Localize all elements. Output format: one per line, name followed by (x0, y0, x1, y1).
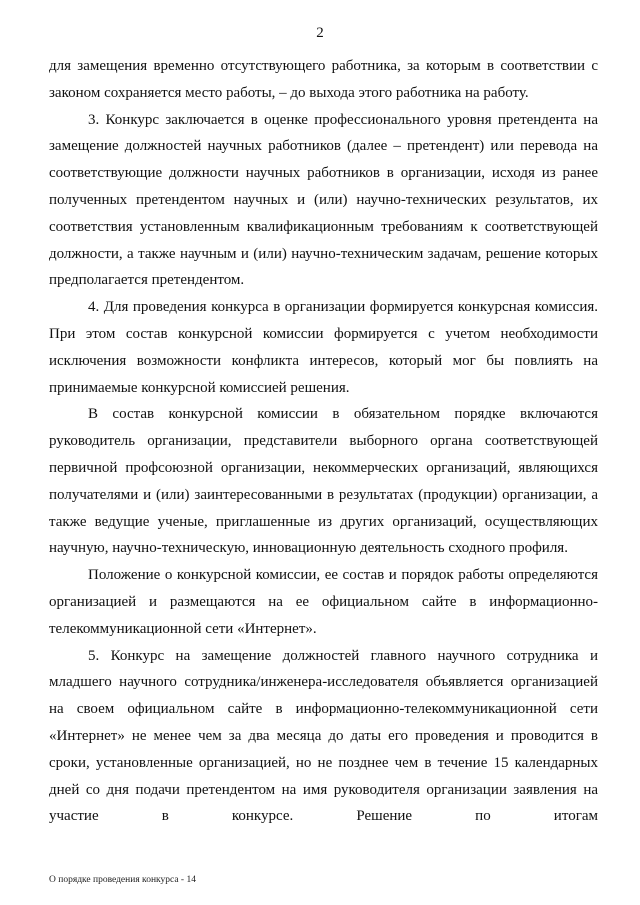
paragraph-item-3: 3. Конкурс заключается в оценке профессионального уровня претендента на замещение должностей научных работников (далее – претендент) или перевода на соответствующие должности научных работников в организации, исходя из ранее полученных претендентом научных и (или) научно-технических результатов, их соответствия установленным квалификационным требованиям к соответствующей должности, а также научным и (или) научно-техническим задачам, решение которых предполагается претендентом. (49, 111, 598, 289)
paragraph-item-4: 4. Для проведения конкурса в организации формируется конкурсная комиссия. При этом состав конкурсной комиссии формируется с учетом необходимости исключения возможности конфликта интересов, который мог бы повлиять на принимаемые конкурсной комиссией решения. (49, 299, 598, 396)
page-number: 2 (316, 25, 324, 41)
paragraph-commission-regulation: Положение о конкурсной комиссии, ее состав и порядок работы определяются организацией и размещаются на ее официальном сайте в информационно-телекоммуникационной сети «Интернет». (49, 567, 598, 637)
document-body (49, 53, 598, 830)
paragraph-commission-composition: В состав конкурсной комиссии в обязательном порядке включаются руководитель организации, представители выборного органа соответствующей первичной профсоюзной организации, некоммерческих организаций, являющихся получателями и (или) заинтересованными в результатах (продукции) организации, а также ведущие ученые, приглашенные из других организаций, осуществляющих научную, научно-техническую, инновационную деятельность сходного профиля. (49, 406, 598, 557)
paragraph-item-5: 5. Конкурс на замещение должностей главного научного сотрудника и младшего научного сотрудника/инженера-исследователя объявляется организацией на своем официальном сайте в информационно-телекоммуникационной сети «Интернет» не менее чем за два месяца до даты его проведения и проводится в сроки, установленные организацией, но не позднее чем в течение 15 календарных дней со дня подачи претендентом на имя руководителя организации заявления на участие в конкурсе. Решение по итогам (49, 647, 598, 825)
page-footer: О порядке проведения конкурса - 14 (49, 875, 196, 885)
paragraph-continuation: для замещения временно отсутствующего работника, за которым в соответствии с законом сохраняется место работы, – до выхода этого работника на работу. (49, 58, 598, 101)
